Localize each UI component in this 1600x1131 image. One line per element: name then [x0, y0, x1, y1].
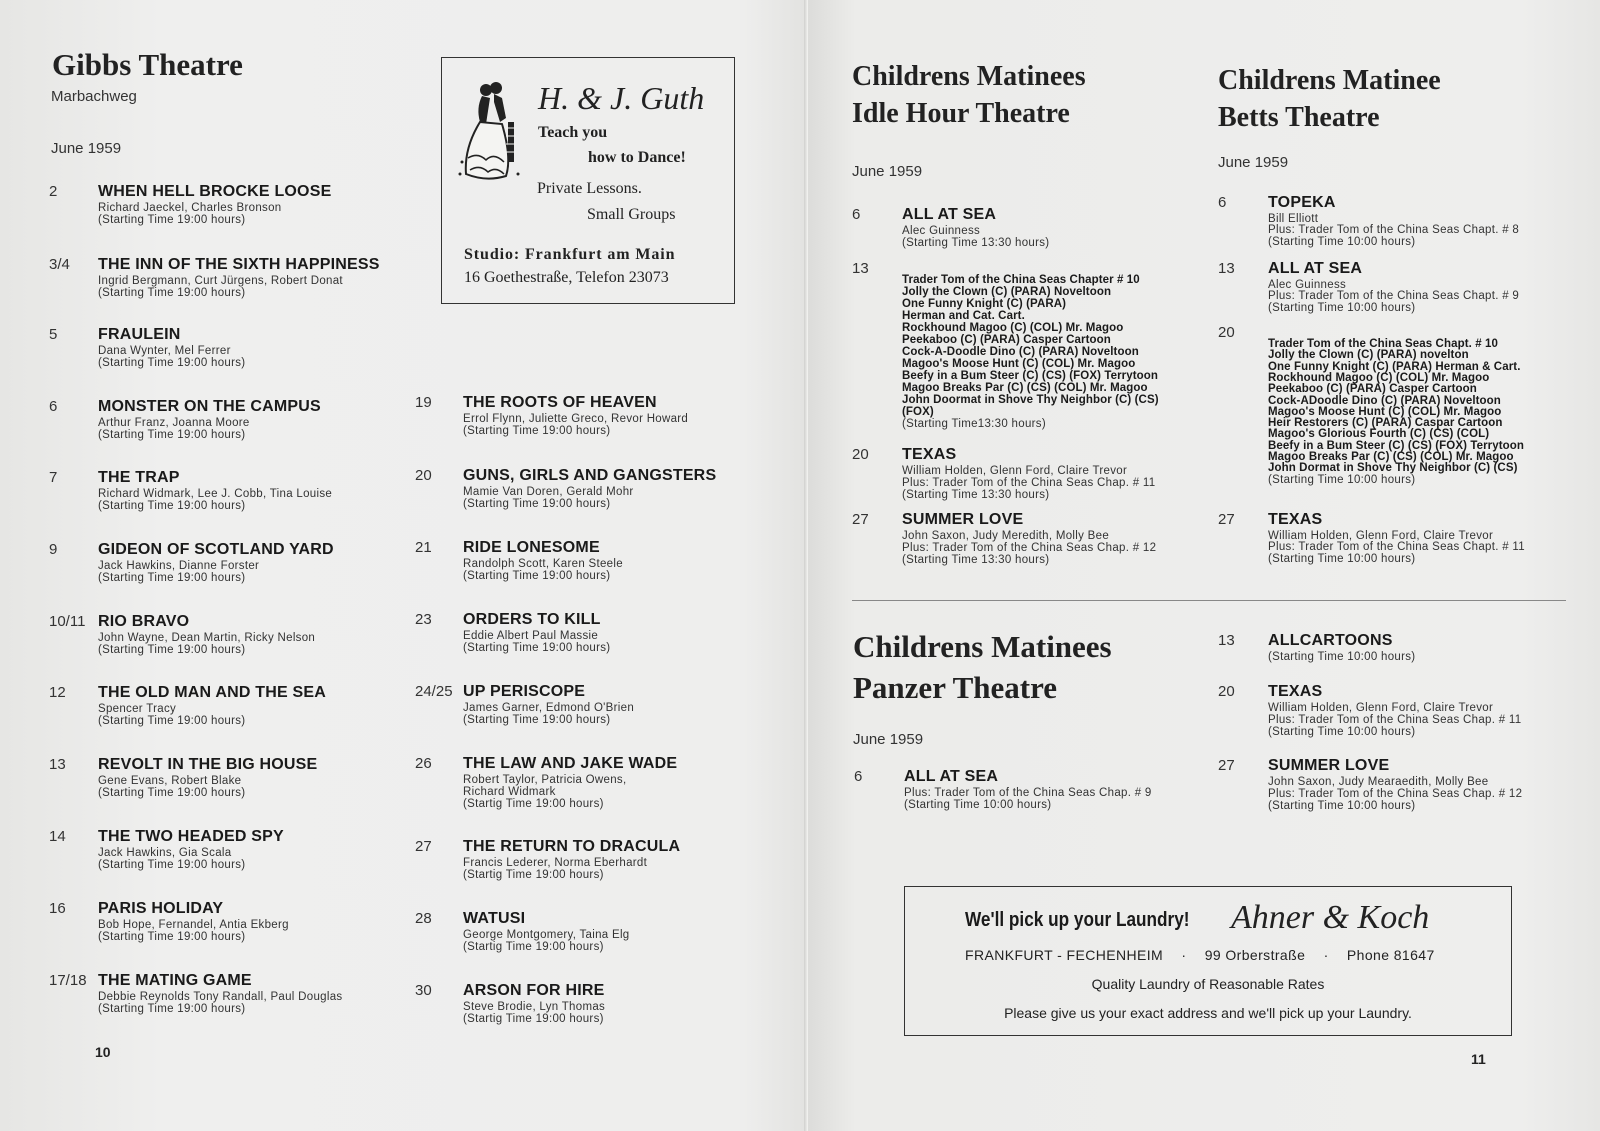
entry-detail-line: (Starting Time 19:00 hours)	[98, 287, 246, 299]
entry-detail-line: Richard Widmark, Lee J. Cobb, Tina Louise	[98, 488, 333, 500]
entry-detail-line: (Starting Time 10:00 hours)	[1268, 552, 1416, 565]
schedule-entry	[415, 838, 808, 881]
laundry-ad-city: FRANKFURT - FECHENHEIM	[965, 947, 1164, 963]
entry-detail-line: (Starting Time 19:00 hours)	[98, 787, 246, 799]
program-line: Cock-ADoodle Dino (C) (PARA) Noveltoon	[1268, 394, 1501, 407]
schedule-entry	[49, 469, 469, 512]
page-number-left: 10	[95, 1044, 111, 1060]
film-title: ALL AT SEA	[902, 206, 997, 223]
schedule-day: 2	[49, 183, 58, 200]
entry-detail-line: Alec Guinness	[902, 225, 981, 237]
entry-detail-line: Plus: Trader Tom of the China Seas Chap. # 12	[902, 542, 1157, 554]
entry-detail-line: (Starting Time 10:00 hours)	[1268, 726, 1416, 738]
schedule-day: 6	[854, 768, 863, 785]
film-title: TEXAS	[902, 446, 957, 463]
gibbs-theatre-title: Gibbs Theatre	[52, 47, 243, 82]
film-title: GUNS, GIRLS AND GANGSTERS	[463, 467, 717, 484]
entry-detail-line: Arthur Franz, Joanna Moore	[98, 417, 250, 429]
dancing-couple-icon	[456, 78, 526, 186]
program-line: Magoo's Moose Hunt (C) (COL) Mr. Magoo	[902, 358, 1136, 370]
entry-detail-line: John Wayne, Dean Martin, Ricky Nelson	[98, 632, 316, 644]
entry-detail-line: (Starting Time 19:00 hours)	[98, 859, 246, 871]
film-title: THE INN OF THE SIXTH HAPPINESS	[98, 256, 380, 273]
entry-detail-line: (Starting Time 19:00 hours)	[98, 931, 246, 943]
entry-detail-line: (Starting Time 19:00 hours)	[463, 570, 611, 582]
schedule-day: 9	[49, 541, 58, 558]
entry-detail-line: Eddie Albert Paul Massie	[463, 630, 599, 642]
entry-detail-line: (Starting Time 10:00 hours)	[904, 799, 1052, 811]
entry-detail-line: Richard Widmark	[463, 786, 556, 798]
schedule-day: 30	[415, 982, 432, 999]
entry-detail-line: (Startig Time 19:00 hours)	[463, 869, 604, 881]
entry-detail-line: Francis Lederer, Norma Eberhardt	[463, 857, 648, 869]
schedule-day: 27	[1218, 511, 1235, 528]
film-title: RIDE LONESOME	[463, 539, 600, 556]
schedule-day: 27	[1218, 757, 1235, 774]
program-line: John Doormat in Shove Thy Neighbor (C) (CS)	[902, 394, 1159, 406]
schedule-day: 6	[1218, 194, 1227, 211]
dance-ad	[441, 57, 735, 304]
schedule-entry	[415, 539, 808, 582]
betts-title1: Childrens Matinee	[1218, 65, 1441, 96]
laundry-ad-note: Please give us your exact address and we'll pick up your Laundry.	[1004, 1005, 1412, 1021]
entry-detail-line: (Starting Time 19:00 hours)	[98, 429, 246, 441]
schedule-entry	[415, 755, 808, 810]
schedule-entry	[49, 684, 469, 727]
entry-detail-line: Robert Taylor, Patricia Owens,	[463, 774, 627, 786]
film-title: REVOLT IN THE BIG HOUSE	[98, 756, 318, 773]
film-title: ORDERS TO KILL	[463, 611, 601, 628]
schedule-day: 24/25	[415, 683, 453, 700]
program-line: John Dormat in Shove Thy Neighbor (C) (CS)	[1268, 462, 1518, 475]
schedule-day: 17/18	[49, 972, 87, 989]
schedule-entry	[854, 768, 1274, 811]
schedule-entry	[1218, 511, 1600, 565]
schedule-day: 20	[1218, 683, 1235, 700]
program-line: Magoo's Glorious Fourth (C) (CS) (COL)	[1268, 428, 1490, 441]
schedule-entry	[415, 683, 808, 726]
film-title: SUMMER LOVE	[1268, 757, 1390, 774]
schedule-day: 21	[415, 539, 432, 556]
laundry-ad-street: 99 Orberstraße	[1204, 947, 1306, 963]
film-title: TOPEKA	[1268, 194, 1336, 211]
entry-detail-line: James Garner, Edmond O'Brien	[463, 702, 635, 714]
schedule-day: 6	[49, 398, 58, 415]
schedule-day: 13	[1218, 260, 1235, 277]
program-line: Jolly the Clown (C) (PARA) Noveltoon	[902, 286, 1112, 298]
entry-detail-line: Debbie Reynolds Tony Randall, Paul Douglas	[98, 991, 343, 1003]
entry-detail-line: Spencer Tracy	[98, 703, 177, 715]
entry-detail-line: (Starting Time 13:30 hours)	[902, 237, 1050, 249]
program-line: Cock-A-Doodle Dino (C) (PARA) Noveltoon	[902, 346, 1139, 358]
entry-detail-line: Dana Wynter, Mel Ferrer	[98, 345, 231, 357]
schedule-day: 19	[415, 394, 432, 411]
schedule-day: 13	[852, 260, 869, 277]
program-line: Magoo's Moose Hunt (C) (COL) Mr. Magoo	[1268, 405, 1502, 418]
entry-detail-line: Jack Hawkins, Dianne Forster	[98, 560, 260, 572]
gibbs-month: June 1959	[51, 140, 122, 157]
schedule-entry	[1218, 757, 1600, 812]
schedule-day: 20	[415, 467, 432, 484]
dance-ad-studio: Studio: Frankfurt am Main	[464, 246, 676, 263]
schedule-entry	[49, 256, 469, 299]
laundry-ad-headline: We'll pick up your Laundry!	[965, 909, 1190, 931]
film-title: THE TWO HEADED SPY	[98, 828, 284, 845]
program-line: Magoo Breaks Par (C) (CS) (COL) Mr. Magoo	[902, 382, 1148, 394]
program-line: Jolly the Clown (C) (PARA) novelton	[1268, 349, 1469, 362]
gibbs-theatre-subtitle: Marbachweg	[51, 88, 137, 105]
schedule-entry	[49, 541, 469, 584]
entry-detail-line: (Starting Time 13:30 hours)	[902, 489, 1050, 501]
schedule-day: 6	[852, 206, 861, 223]
program-line: One Funny Knight (C) (PARA)	[902, 298, 1067, 310]
entry-detail-line: Plus: Trader Tom of the China Seas Chap. # 9	[904, 787, 1152, 799]
dance-ad-line1: Teach you	[538, 124, 608, 141]
entry-detail-line: William Holden, Glenn Ford, Claire Trevor	[902, 465, 1128, 477]
entry-detail-line: Steve Brodie, Lyn Thomas	[463, 1001, 606, 1013]
schedule-day: 10/11	[49, 613, 86, 630]
entry-detail-line: Gene Evans, Robert Blake	[98, 775, 242, 787]
entry-detail-line: (Starting Time 19:00 hours)	[98, 572, 246, 584]
separator-dot: ·	[1323, 947, 1329, 963]
program-line: Magoo Breaks Par (C) (CS) (COL) Mr. Magoo	[1268, 451, 1514, 463]
program-line: Peekaboo (C) (PARA) Casper Cartoon	[902, 334, 1111, 346]
film-title: THE MATING GAME	[98, 972, 252, 989]
film-title: THE TRAP	[98, 469, 180, 486]
program-line: Rockhound Magoo (C) (COL) Mr. Magoo	[1268, 371, 1490, 384]
program-line: Beefy in a Bum Steer (C) (CS) (FOX) Terrytoon	[902, 370, 1159, 382]
program-line: Heir Restorers (C) (PARA) Caspar Cartoon	[1268, 417, 1503, 430]
entry-detail-line: (Startig Time 19:00 hours)	[463, 798, 604, 810]
entry-detail-line: Bill Elliott	[1268, 213, 1319, 225]
schedule-day: 20	[1218, 324, 1235, 341]
program-line: (FOX)	[902, 406, 934, 418]
film-title: ALLCARTOONS	[1268, 632, 1393, 649]
schedule-day: 5	[49, 326, 58, 343]
entry-detail-line: Randolph Scott, Karen Steele	[463, 558, 623, 570]
entry-detail-line: (Starting Time13:30 hours)	[902, 418, 1046, 430]
program-line: Peekaboo (C) (PARA) Casper Cartoon	[1268, 383, 1477, 396]
entry-detail-line: John Saxon, Judy Meredith, Molly Bee	[902, 530, 1110, 542]
entry-detail-line: (Starting Time 19:00 hours)	[98, 214, 246, 226]
film-title: THE ROOTS OF HEAVEN	[463, 394, 657, 411]
schedule-entry	[1218, 632, 1600, 663]
schedule-entry	[49, 398, 469, 441]
schedule-entry	[1218, 683, 1600, 738]
entry-detail-line: George Montgomery, Taina Elg	[463, 929, 630, 941]
schedule-entry	[1218, 324, 1600, 486]
program-line: Herman and Cat. Cart.	[902, 310, 1025, 322]
entry-detail-line: Alec Guinness	[1268, 279, 1347, 291]
laundry-ad-address	[965, 947, 1435, 963]
entry-detail-line: (Starting Time 19:00 hours)	[463, 714, 611, 726]
panzer-month: June 1959	[853, 731, 924, 748]
entry-detail-line: Bob Hope, Fernandel, Antia Ekberg	[98, 919, 289, 931]
betts-title2: Betts Theatre	[1218, 102, 1380, 133]
entry-detail-line: Plus: Trader Tom of the China Seas Chapt. # 9	[1268, 290, 1520, 303]
entry-detail-line: (Starting Time 19:00 hours)	[98, 500, 246, 512]
schedule-day: 13	[1218, 632, 1235, 649]
schedule-day: 28	[415, 910, 432, 927]
entry-detail-line: (Startig Time 19:00 hours)	[463, 941, 604, 953]
entry-detail-line: (Starting Time 10:00 hours)	[1268, 301, 1416, 314]
right-page	[808, 0, 1600, 1131]
laundry-ad-tagline: Quality Laundry of Reasonable Rates	[1091, 976, 1325, 992]
entry-detail-line: (Startig Time 19:00 hours)	[463, 1013, 604, 1025]
schedule-entry	[415, 394, 808, 437]
entry-detail-line: (Starting Time 19:00 hours)	[98, 357, 246, 369]
dance-ad-line3: Private Lessons.	[537, 180, 642, 197]
schedule-day: 26	[415, 755, 432, 772]
program-line: One Funny Knight (C) (PARA) Herman & Cart.	[1268, 360, 1521, 373]
laundry-ad	[904, 886, 1512, 1036]
entry-detail-line: Plus: Trader Tom of the China Seas Chap. # 11	[902, 477, 1156, 489]
film-title: TEXAS	[1268, 511, 1323, 528]
betts-month: June 1959	[1218, 154, 1289, 171]
schedule-entry	[415, 982, 808, 1025]
film-title: THE RETURN TO DRACULA	[463, 838, 681, 855]
schedule-entry	[852, 446, 1272, 501]
section-divider	[852, 600, 1566, 601]
dance-ad-line4: Small Groups	[587, 206, 676, 223]
entry-detail-line: Richard Jaeckel, Charles Bronson	[98, 202, 282, 214]
schedule-day: 27	[852, 511, 869, 528]
entry-detail-line: John Saxon, Judy Mearaedith, Molly Bee	[1268, 776, 1489, 788]
schedule-entry	[1218, 194, 1600, 248]
program-line: Beefy in a Bum Steer (C) (CS) (FOX) Terrytoon	[1268, 439, 1525, 452]
film-title: GIDEON OF SCOTLAND YARD	[98, 541, 334, 558]
entry-detail-line: Plus: Trader Tom of the China Seas Chap. # 12	[1268, 788, 1523, 800]
film-title: PARIS HOLIDAY	[98, 900, 224, 917]
schedule-day: 27	[415, 838, 432, 855]
schedule-entry	[852, 206, 1272, 249]
page-number-right: 11	[1471, 1051, 1486, 1067]
entry-detail-line: (Starting Time 10:00 hours)	[1268, 651, 1416, 663]
entry-detail-line: (Starting Time 19:00 hours)	[98, 715, 246, 727]
entry-detail-line: (Starting Time 19:00 hours)	[98, 1003, 246, 1015]
schedule-entry	[49, 613, 469, 656]
film-title: TEXAS	[1268, 683, 1323, 700]
laundry-ad-phone: Phone 81647	[1346, 947, 1435, 963]
entry-detail-line: Ingrid Bergmann, Curt Jürgens, Robert Donat	[98, 275, 343, 287]
schedule-day: 7	[49, 469, 58, 486]
film-title: THE LAW AND JAKE WADE	[463, 755, 678, 772]
entry-detail-line: Plus: Trader Tom of the China Seas Chapt. # 8	[1268, 224, 1520, 237]
dance-ad-brand: H. & J. Guth	[538, 80, 705, 116]
entry-detail-line: Plus: Trader Tom of the China Seas Chapt. # 11	[1268, 541, 1525, 554]
schedule-entry	[415, 611, 808, 654]
schedule-entry	[49, 183, 469, 226]
entry-detail-line: (Starting Time 10:00 hours)	[1268, 800, 1416, 812]
entry-detail-line: Plus: Trader Tom of the China Seas Chap. # 11	[1268, 714, 1522, 726]
entry-detail-line: (Starting Time 19:00 hours)	[463, 425, 611, 437]
film-title: FRAULEIN	[98, 326, 181, 343]
schedule-entry	[415, 467, 808, 510]
film-title: UP PERISCOPE	[463, 683, 586, 700]
entry-detail-line: Errol Flynn, Juliette Greco, Revor Howard	[463, 413, 689, 425]
schedule-day: 12	[49, 684, 66, 701]
schedule-entry	[415, 910, 808, 953]
program-line: Rockhound Magoo (C) (COL) Mr. Magoo	[902, 322, 1124, 334]
entry-detail-line: (Starting Time 10:00 hours)	[1268, 235, 1416, 248]
film-title: RIO BRAVO	[98, 613, 190, 630]
idle-hour-title2: Idle Hour Theatre	[852, 98, 1070, 129]
film-title: ALL AT SEA	[904, 768, 999, 785]
panzer-title1: Childrens Matinees	[853, 629, 1112, 664]
film-title: ALL AT SEA	[1268, 260, 1363, 277]
schedule-day: 3/4	[49, 256, 70, 273]
film-title: MONSTER ON THE CAMPUS	[98, 398, 321, 415]
schedule-entry	[49, 326, 469, 369]
entry-detail-line: Mamie Van Doren, Gerald Mohr	[463, 486, 634, 498]
entry-detail-line: (Starting Time 19:00 hours)	[463, 498, 611, 510]
entry-detail-line: (Starting Time 19:00 hours)	[463, 642, 611, 654]
entry-detail-line: (Starting Time 13:30 hours)	[902, 554, 1050, 566]
idle-hour-title1: Childrens Matinees	[852, 61, 1086, 92]
schedule-day: 14	[49, 828, 66, 845]
panzer-title2: Panzer Theatre	[853, 670, 1058, 705]
entry-detail-line: William Holden, Glenn Ford, Claire Trevor	[1268, 702, 1494, 714]
schedule-entry	[1218, 260, 1600, 314]
schedule-entry	[852, 511, 1272, 566]
laundry-ad-brand: Ahner & Koch	[1231, 899, 1430, 936]
schedule-day: 20	[852, 446, 869, 463]
dance-ad-address: 16 Goethestraße, Telefon 23073	[464, 269, 669, 286]
schedule-day: 23	[415, 611, 432, 628]
entry-detail-line: William Holden, Glenn Ford, Claire Trevor	[1268, 530, 1494, 542]
separator-dot: ·	[1181, 947, 1187, 963]
idle-hour-month: June 1959	[852, 163, 923, 180]
schedule-entry	[49, 756, 469, 799]
entry-detail-line: (Starting Time 19:00 hours)	[98, 644, 246, 656]
schedule-day: 13	[49, 756, 66, 773]
film-title: WHEN HELL BROCKE LOOSE	[98, 183, 332, 200]
film-title: SUMMER LOVE	[902, 511, 1024, 528]
schedule-day: 16	[49, 900, 66, 917]
entry-detail-line: Jack Hawkins, Gia Scala	[98, 847, 232, 859]
program-line: Trader Tom of the China Seas Chapter # 10	[902, 274, 1140, 286]
entry-detail-line: (Starting Time 10:00 hours)	[1268, 473, 1416, 486]
program-line: Trader Tom of the China Seas Chapt. # 10	[1268, 338, 1499, 350]
film-title: THE OLD MAN AND THE SEA	[98, 684, 327, 701]
film-title: ARSON FOR HIRE	[463, 982, 605, 999]
film-title: WATUSI	[463, 910, 526, 927]
dance-ad-line2: how to Dance!	[588, 149, 686, 166]
